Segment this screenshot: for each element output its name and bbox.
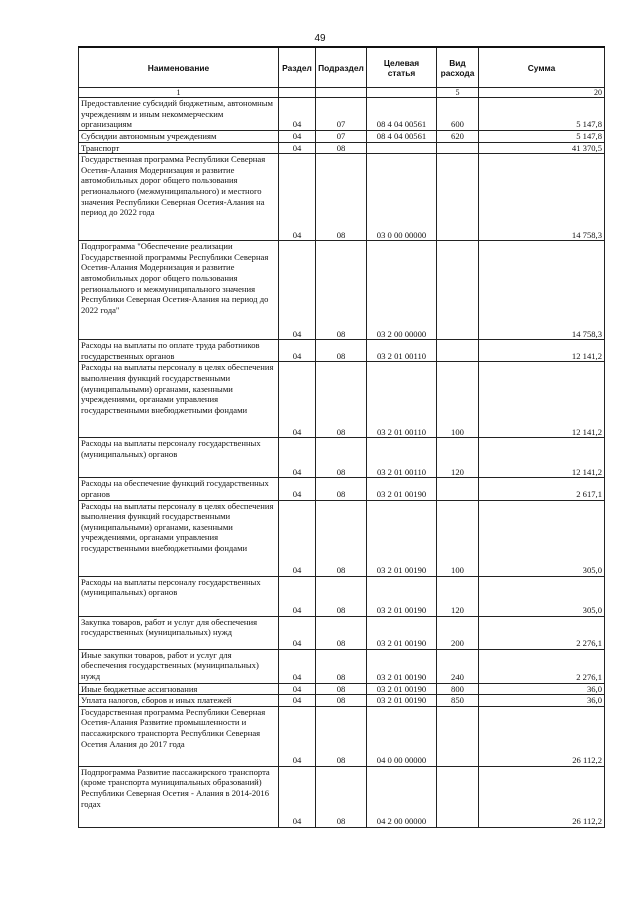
header-subsection: Подраздел [316,47,367,88]
table-row [79,438,605,478]
table-row [79,340,605,362]
row-amount-cell: 5 147,8 [479,131,605,143]
row-target-cell: 03 2 01 00190 [367,478,437,500]
page-number: 49 [314,33,326,44]
row-section-cell: 04 [279,154,316,241]
row-subsection-cell: 08 [316,576,367,616]
header-row [79,47,605,88]
table-row [79,142,605,154]
row-amount-cell: 12 141,2 [479,362,605,438]
row-type-cell: 100 [437,500,479,576]
table-row [79,500,605,576]
row-subsection-cell: 08 [316,340,367,362]
row-section-cell: 04 [279,98,316,131]
row-section-cell: 04 [279,683,316,695]
row-type-cell: 200 [437,616,479,649]
index-cell [279,88,316,98]
row-subsection-cell: 08 [316,683,367,695]
row-type-cell [437,478,479,500]
row-subsection-cell: 07 [316,98,367,131]
row-name-cell: Закупка товаров, работ и услуг для обеспечения государственных (муниципальных) нужд [79,616,279,649]
row-name-cell: Расходы на выплаты по оплате труда работников государственных органов [79,340,279,362]
budget-table [78,46,605,828]
row-target-cell: 08 4 04 00561 [367,98,437,131]
row-target-cell: 03 2 00 00000 [367,241,437,340]
row-section-cell: 04 [279,340,316,362]
row-amount-cell: 26 112,2 [479,766,605,827]
row-target-cell: 04 2 00 00000 [367,766,437,827]
row-subsection-cell: 08 [316,706,367,766]
row-type-cell [437,766,479,827]
index-cell: 5 [437,88,479,98]
row-type-cell: 600 [437,98,479,131]
row-target-cell [367,142,437,154]
row-type-cell [437,142,479,154]
row-subsection-cell: 07 [316,131,367,143]
row-section-cell: 04 [279,362,316,438]
header-target: Целевая статья [367,47,437,88]
header-name: Наименование [79,47,279,88]
table-row [79,131,605,143]
table-row [79,241,605,340]
index-row [79,88,605,98]
row-type-cell: 620 [437,131,479,143]
row-amount-cell: 2 276,1 [479,649,605,683]
header-expense-type: Вид расхода [437,47,479,88]
row-section-cell: 04 [279,500,316,576]
row-subsection-cell: 08 [316,695,367,707]
row-target-cell: 08 4 04 00561 [367,131,437,143]
row-name-cell: Субсидии автономным учреждениям [79,131,279,143]
table-row [79,695,605,707]
row-amount-cell: 2 276,1 [479,616,605,649]
row-subsection-cell: 08 [316,142,367,154]
row-amount-cell: 305,0 [479,576,605,616]
row-amount-cell: 36,0 [479,695,605,707]
table-row [79,478,605,500]
table-row [79,576,605,616]
row-type-cell: 120 [437,576,479,616]
row-amount-cell: 12 141,2 [479,340,605,362]
row-subsection-cell: 08 [316,438,367,478]
row-amount-cell: 5 147,8 [479,98,605,131]
table-row [79,649,605,683]
row-type-cell [437,706,479,766]
header-amount: Сумма [479,47,605,88]
row-section-cell: 04 [279,616,316,649]
row-target-cell: 03 2 01 00110 [367,340,437,362]
row-target-cell: 03 2 01 00190 [367,576,437,616]
table-row [79,154,605,241]
row-section-cell: 04 [279,649,316,683]
row-amount-cell: 14 758,3 [479,154,605,241]
row-section-cell: 04 [279,241,316,340]
row-amount-cell: 12 141,2 [479,438,605,478]
row-name-cell: Уплата налогов, сборов и иных платежей [79,695,279,707]
index-cell [367,88,437,98]
row-name-cell: Государственная программа Республики Северная Осетия-Алания Модернизация и развитие автомобильных дорог общего пользования регионального (межмуниципального) и местного значения Республики Северная Осетия-Алания на период до 2022 года [79,154,279,241]
row-target-cell: 03 2 01 00190 [367,500,437,576]
row-amount-cell: 305,0 [479,500,605,576]
index-cell: 1 [79,88,279,98]
table-row [79,98,605,131]
row-target-cell: 03 2 01 00110 [367,438,437,478]
row-amount-cell: 41 370,5 [479,142,605,154]
table-row [79,616,605,649]
row-name-cell: Расходы на выплаты персоналу в целях обеспечения выполнения функций государственными (муниципальными) органами, казенными учреждениями, органами управления государственными внебюджетными фондами [79,500,279,576]
row-target-cell: 03 2 01 00110 [367,362,437,438]
row-section-cell: 04 [279,695,316,707]
row-subsection-cell: 08 [316,766,367,827]
row-name-cell: Подпрограмма "Обеспечение реализации Государственной программы Республики Северная Осетия-Алания Модернизация и развитие автомобильных дорог общего пользования регионального и межмуниципального значения Республики Северная Осетия-Алания на период до 2022 года" [79,241,279,340]
row-name-cell: Транспорт [79,142,279,154]
row-section-cell: 04 [279,576,316,616]
row-section-cell: 04 [279,478,316,500]
row-section-cell: 04 [279,706,316,766]
row-type-cell: 850 [437,695,479,707]
row-amount-cell: 26 112,2 [479,706,605,766]
row-type-cell: 100 [437,362,479,438]
row-name-cell: Расходы на обеспечение функций государственных органов [79,478,279,500]
row-amount-cell: 14 758,3 [479,241,605,340]
row-target-cell: 03 2 01 00190 [367,616,437,649]
row-subsection-cell: 08 [316,649,367,683]
row-section-cell: 04 [279,438,316,478]
index-cell: 20 [479,88,605,98]
header-section: Раздел [279,47,316,88]
row-name-cell: Государственная программа Республики Северная Осетия-Алания Развитие промышленности и пассажирского транспорта Республики Северная Осетия Алания до 2017 года [79,706,279,766]
row-name-cell: Иные закупки товаров, работ и услуг для обеспечения государственных (муниципальных) нужд [79,649,279,683]
row-subsection-cell: 08 [316,616,367,649]
row-target-cell: 03 2 01 00190 [367,649,437,683]
table-row [79,362,605,438]
row-type-cell [437,154,479,241]
table-row [79,766,605,827]
row-name-cell: Подпрограмма Развитие пассажирского транспорта (кроме транспорта муниципальных образований) Республики Северная Осетия - Алания в 2014-2016 годах [79,766,279,827]
row-target-cell: 03 2 01 00190 [367,683,437,695]
table-row [79,706,605,766]
row-type-cell [437,340,479,362]
row-name-cell: Иные бюджетные ассигнования [79,683,279,695]
row-type-cell: 120 [437,438,479,478]
row-section-cell: 04 [279,142,316,154]
row-amount-cell: 2 617,1 [479,478,605,500]
row-target-cell: 03 0 00 00000 [367,154,437,241]
row-name-cell: Предоставление субсидий бюджетным, автономным учреждениям и иным некоммерческим организациям [79,98,279,131]
index-cell [316,88,367,98]
row-subsection-cell: 08 [316,241,367,340]
row-subsection-cell: 08 [316,500,367,576]
row-section-cell: 04 [279,766,316,827]
row-type-cell [437,241,479,340]
row-subsection-cell: 08 [316,154,367,241]
row-target-cell: 04 0 00 00000 [367,706,437,766]
row-amount-cell: 36,0 [479,683,605,695]
row-subsection-cell: 08 [316,362,367,438]
row-target-cell: 03 2 01 00190 [367,695,437,707]
row-section-cell: 04 [279,131,316,143]
row-type-cell: 240 [437,649,479,683]
row-name-cell: Расходы на выплаты персоналу в целях обеспечения выполнения функций государственными (муниципальными) органами, казенными учреждениями, органами управления государственными внебюджетными фондами [79,362,279,438]
row-name-cell: Расходы на выплаты персоналу государственных (муниципальных) органов [79,576,279,616]
row-name-cell: Расходы на выплаты персоналу государственных (муниципальных) органов [79,438,279,478]
table-row [79,683,605,695]
row-subsection-cell: 08 [316,478,367,500]
row-type-cell: 800 [437,683,479,695]
